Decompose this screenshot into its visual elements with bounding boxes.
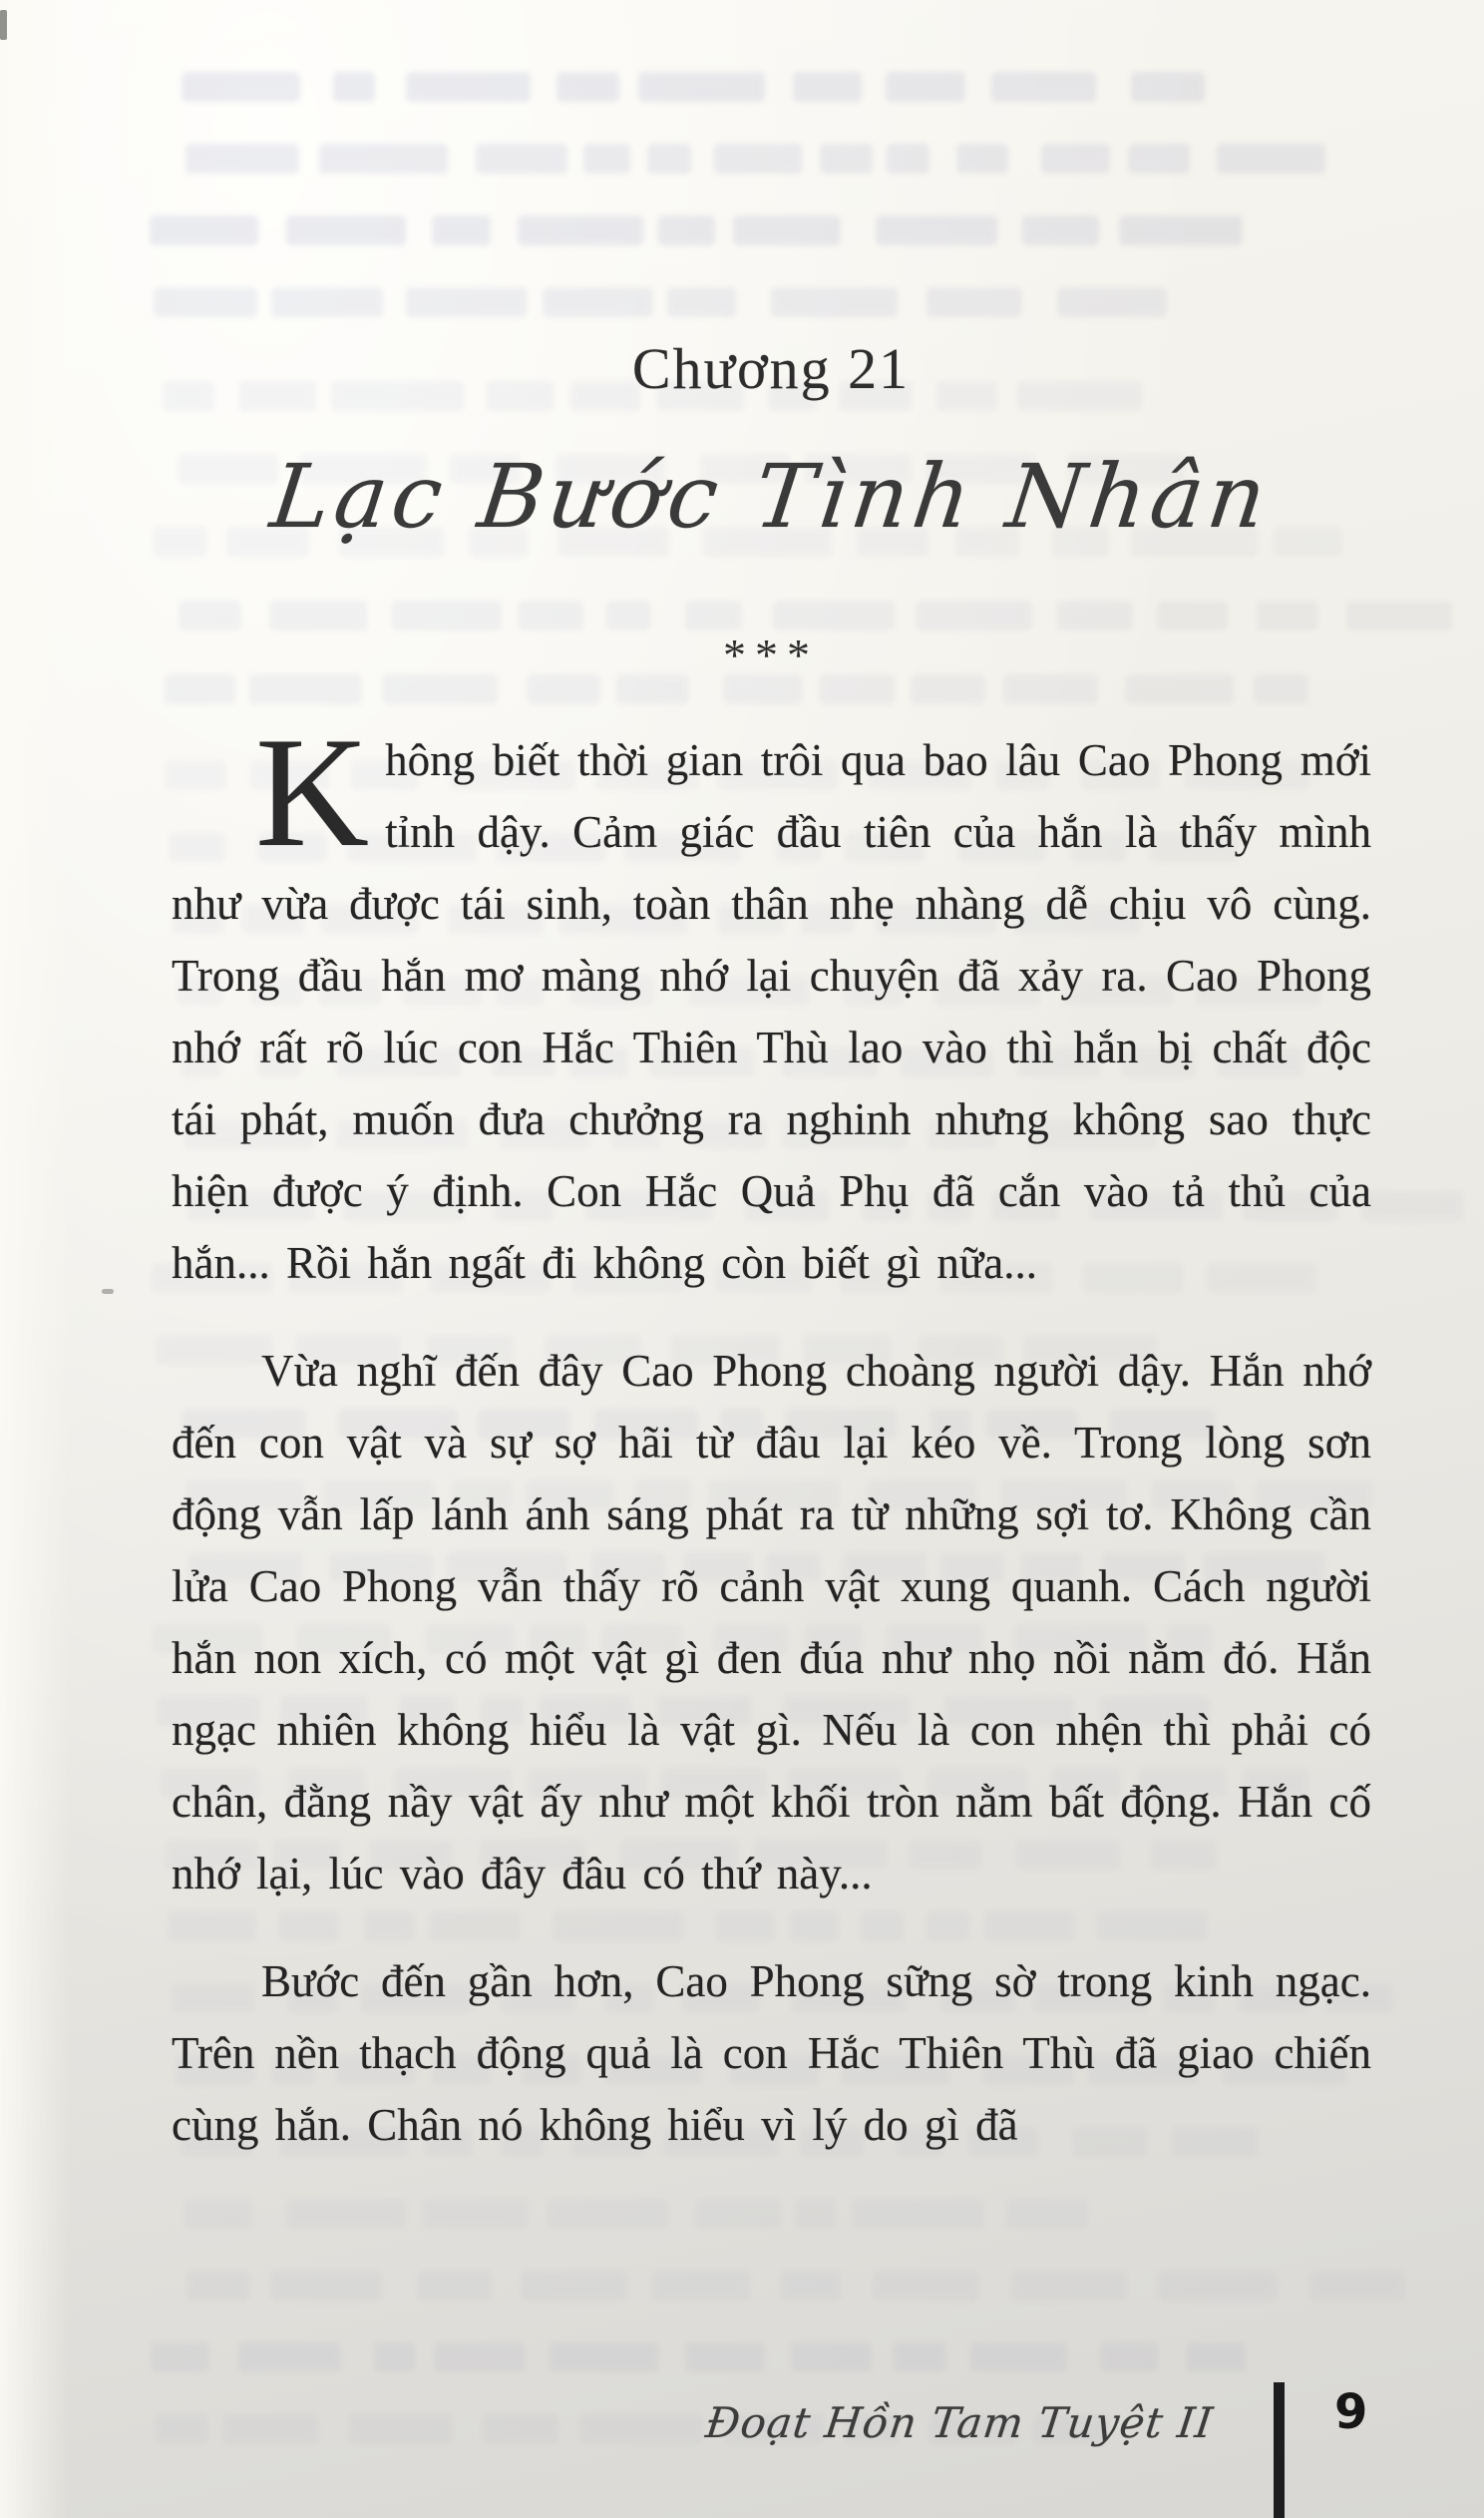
drop-cap: K: [255, 705, 370, 880]
paragraph-3: Bước đến gần hơn, Cao Phong sững sờ trong kinh ngạc. Trên nền thạch động quả là con Hắc Thiên Thù đã giao chiến cùng hắn. Chân nó không hiểu vì lý do gì đã: [172, 1956, 1371, 2150]
chapter-number: Chương 21: [631, 336, 911, 401]
chapter-title: Lạc Bước Tình Nhân: [265, 445, 1277, 548]
body-text: [172, 705, 1371, 2197]
scan-speck: [0, 10, 7, 40]
paragraph-2: Vừa nghĩ đến đây Cao Phong choàng người dậy. Hắn nhớ đến con vật và sự sợ hãi từ đâu lại kéo về. Trong lòng sơn động vẫn lấp lánh ánh sáng phát ra từ những sợi tơ. Không cần lửa Cao Phong vẫn thấy rõ cảnh vật xung quanh. Cách người hắn non xích, có một vật gì đen đúa như nhọ nồi nằm đó. Hắn ngạc nhiên không hiểu là vật gì. Nếu là con nhện thì phải có chân, đằng nầy vật ấy như một khối tròn nằm bất động. Hắn cố nhớ lại, lúc vào đây đâu có thứ này...: [172, 1346, 1371, 1898]
paragraph-1: [172, 705, 1371, 1299]
running-book-title: Đoạt Hồn Tam Tuyệt II: [702, 2398, 1217, 2447]
scan-dot: [102, 1289, 114, 1294]
section-separator: ***: [723, 630, 819, 680]
page-number: 9: [1334, 2384, 1368, 2440]
footer-divider: [1274, 2382, 1285, 2518]
paragraph-1-text: hông biết thời gian trôi qua bao lâu Cao Phong mới tỉnh dậy. Cảm giác đầu tiên của hắn là thấy mình như vừa được tái sinh, toàn thân nhẹ nhàng dễ chịu vô cùng. Trong đầu hắn mơ màng nhớ lại chuyện đã xảy ra. Cao Phong nhớ rất rõ lúc con Hắc Thiên Thù lao vào thì hắn bị chất độc tái phát, muốn đưa chưởng ra nghinh nhưng không sao thực hiện được ý định. Con Hắc Quả Phụ đã cắn vào tả thủ của hắn... Rồi hắn ngất đi không còn biết gì nữa...: [172, 735, 1371, 1288]
